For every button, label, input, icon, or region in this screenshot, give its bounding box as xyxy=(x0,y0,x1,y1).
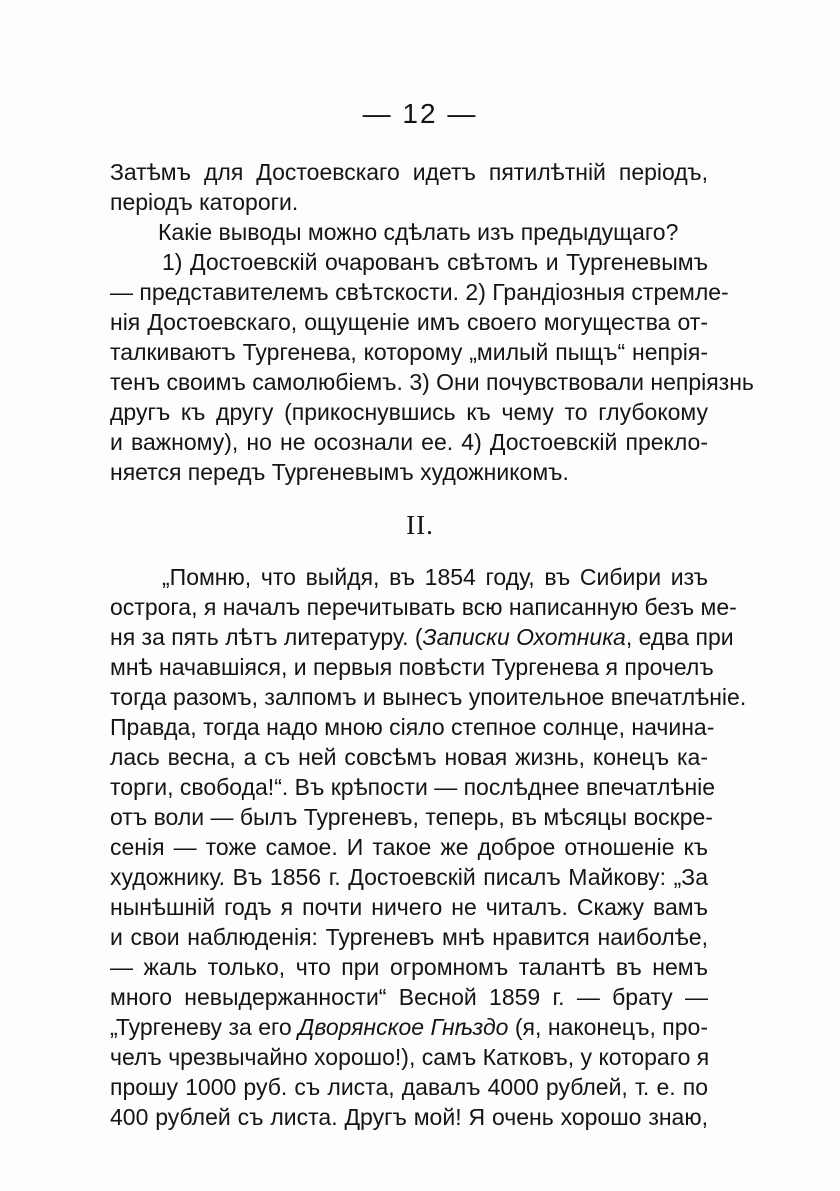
text-line: челъ чрезвычайно хорошо!), самъ Катковъ, у котораго я xyxy=(110,1044,710,1070)
text-line: няется передъ Тургеневымъ художникомъ. xyxy=(110,459,569,485)
text-line: много невыдержанности“ Весной 1859 г. — брату — xyxy=(110,984,708,1010)
text-line: нынѣшній годъ я почти ничего не читалъ. Скажу вамъ xyxy=(110,894,708,920)
book-title: Дворянское Гнѣздо xyxy=(298,1014,509,1040)
text-line: талкиваютъ Тургенева, которому „милый пыщъ“ непрія- xyxy=(110,339,708,365)
text-line: отъ воли — былъ Тургеневъ, теперь, въ мѣсяцы воскре- xyxy=(110,804,713,830)
text-line xyxy=(110,622,734,652)
text-line: тенъ своимъ самолюбіемъ. 3) Они почувствовали непріязнь xyxy=(110,369,754,395)
text-line: Правда, тогда надо мною сіяло степное солнце, начина- xyxy=(110,714,715,740)
text-line: нія Достоевскаго, ощущеніе имъ своего могущества от- xyxy=(110,309,708,335)
text-line xyxy=(110,1012,708,1042)
text-line: „Помню, что выйдя, въ 1854 году, въ Сибири изъ xyxy=(162,564,708,590)
paragraph-block-1 xyxy=(110,157,754,487)
page-number: — 12 — xyxy=(362,98,478,129)
text-line: художнику. Въ 1856 г. Достоевскій писалъ Майкову: „За xyxy=(110,864,708,890)
text-segment: , едва при xyxy=(625,624,734,650)
text-line: періодъ катороги. xyxy=(110,189,299,215)
text-line: острога, я началъ перечитывать всю написанную безъ ме- xyxy=(110,594,737,620)
text-line: другъ къ другу (прикоснувшись къ чему то глубокому xyxy=(110,399,708,425)
text-line: и свои наблюденія: Тургеневъ мнѣ нравится наиболѣе, xyxy=(110,924,708,950)
text-line: и важному), но не осознали ее. 4) Достоевскій прекло- xyxy=(110,429,708,455)
text-segment: ня за пять лѣтъ литературу. ( xyxy=(110,624,423,650)
text-line: мнѣ начавшіяся, и первыя повѣсти Тургенева я прочелъ xyxy=(110,654,714,680)
text-line: лась весна, а съ ней совсѣмъ новая жизнь, конецъ ка- xyxy=(110,744,708,770)
text-line: 1) Достоевскій очарованъ свѣтомъ и Тургеневымъ xyxy=(162,249,708,275)
text-line: Какіе выводы можно сдѣлать изъ предыдущаго? xyxy=(158,219,679,245)
text-line: Затѣмъ для Достоевскаго идетъ пятилѣтній періодъ, xyxy=(110,159,708,185)
text-line: 400 рублей съ листа. Другъ мой! Я очень хорошо знаю, xyxy=(110,1104,708,1130)
paragraph-block-2 xyxy=(110,562,747,1132)
text-segment: (я, наконецъ, про- xyxy=(508,1014,708,1040)
text-line: сенія — тоже самое. И такое же доброе отношеніе къ xyxy=(110,834,708,860)
text-line: прошу 1000 руб. съ листа, давалъ 4000 рублей, т. е. по xyxy=(110,1074,708,1100)
text-line: тогда разомъ, залпомъ и вынесъ упоительное впечатлѣніе. xyxy=(110,684,747,710)
text-segment: „Тургеневу за его xyxy=(110,1014,299,1040)
text-line: торги, свобода!“. Въ крѣпости — послѣднее впечатлѣніе xyxy=(110,774,716,800)
text-line: — представителемъ свѣтскости. 2) Грандіозныя стремле- xyxy=(110,279,729,305)
book-title: Записки Охотника xyxy=(422,624,626,650)
text-line: — жаль только, что при огромномъ талантѣ въ немъ xyxy=(110,954,708,980)
section-heading: II. xyxy=(406,510,434,540)
